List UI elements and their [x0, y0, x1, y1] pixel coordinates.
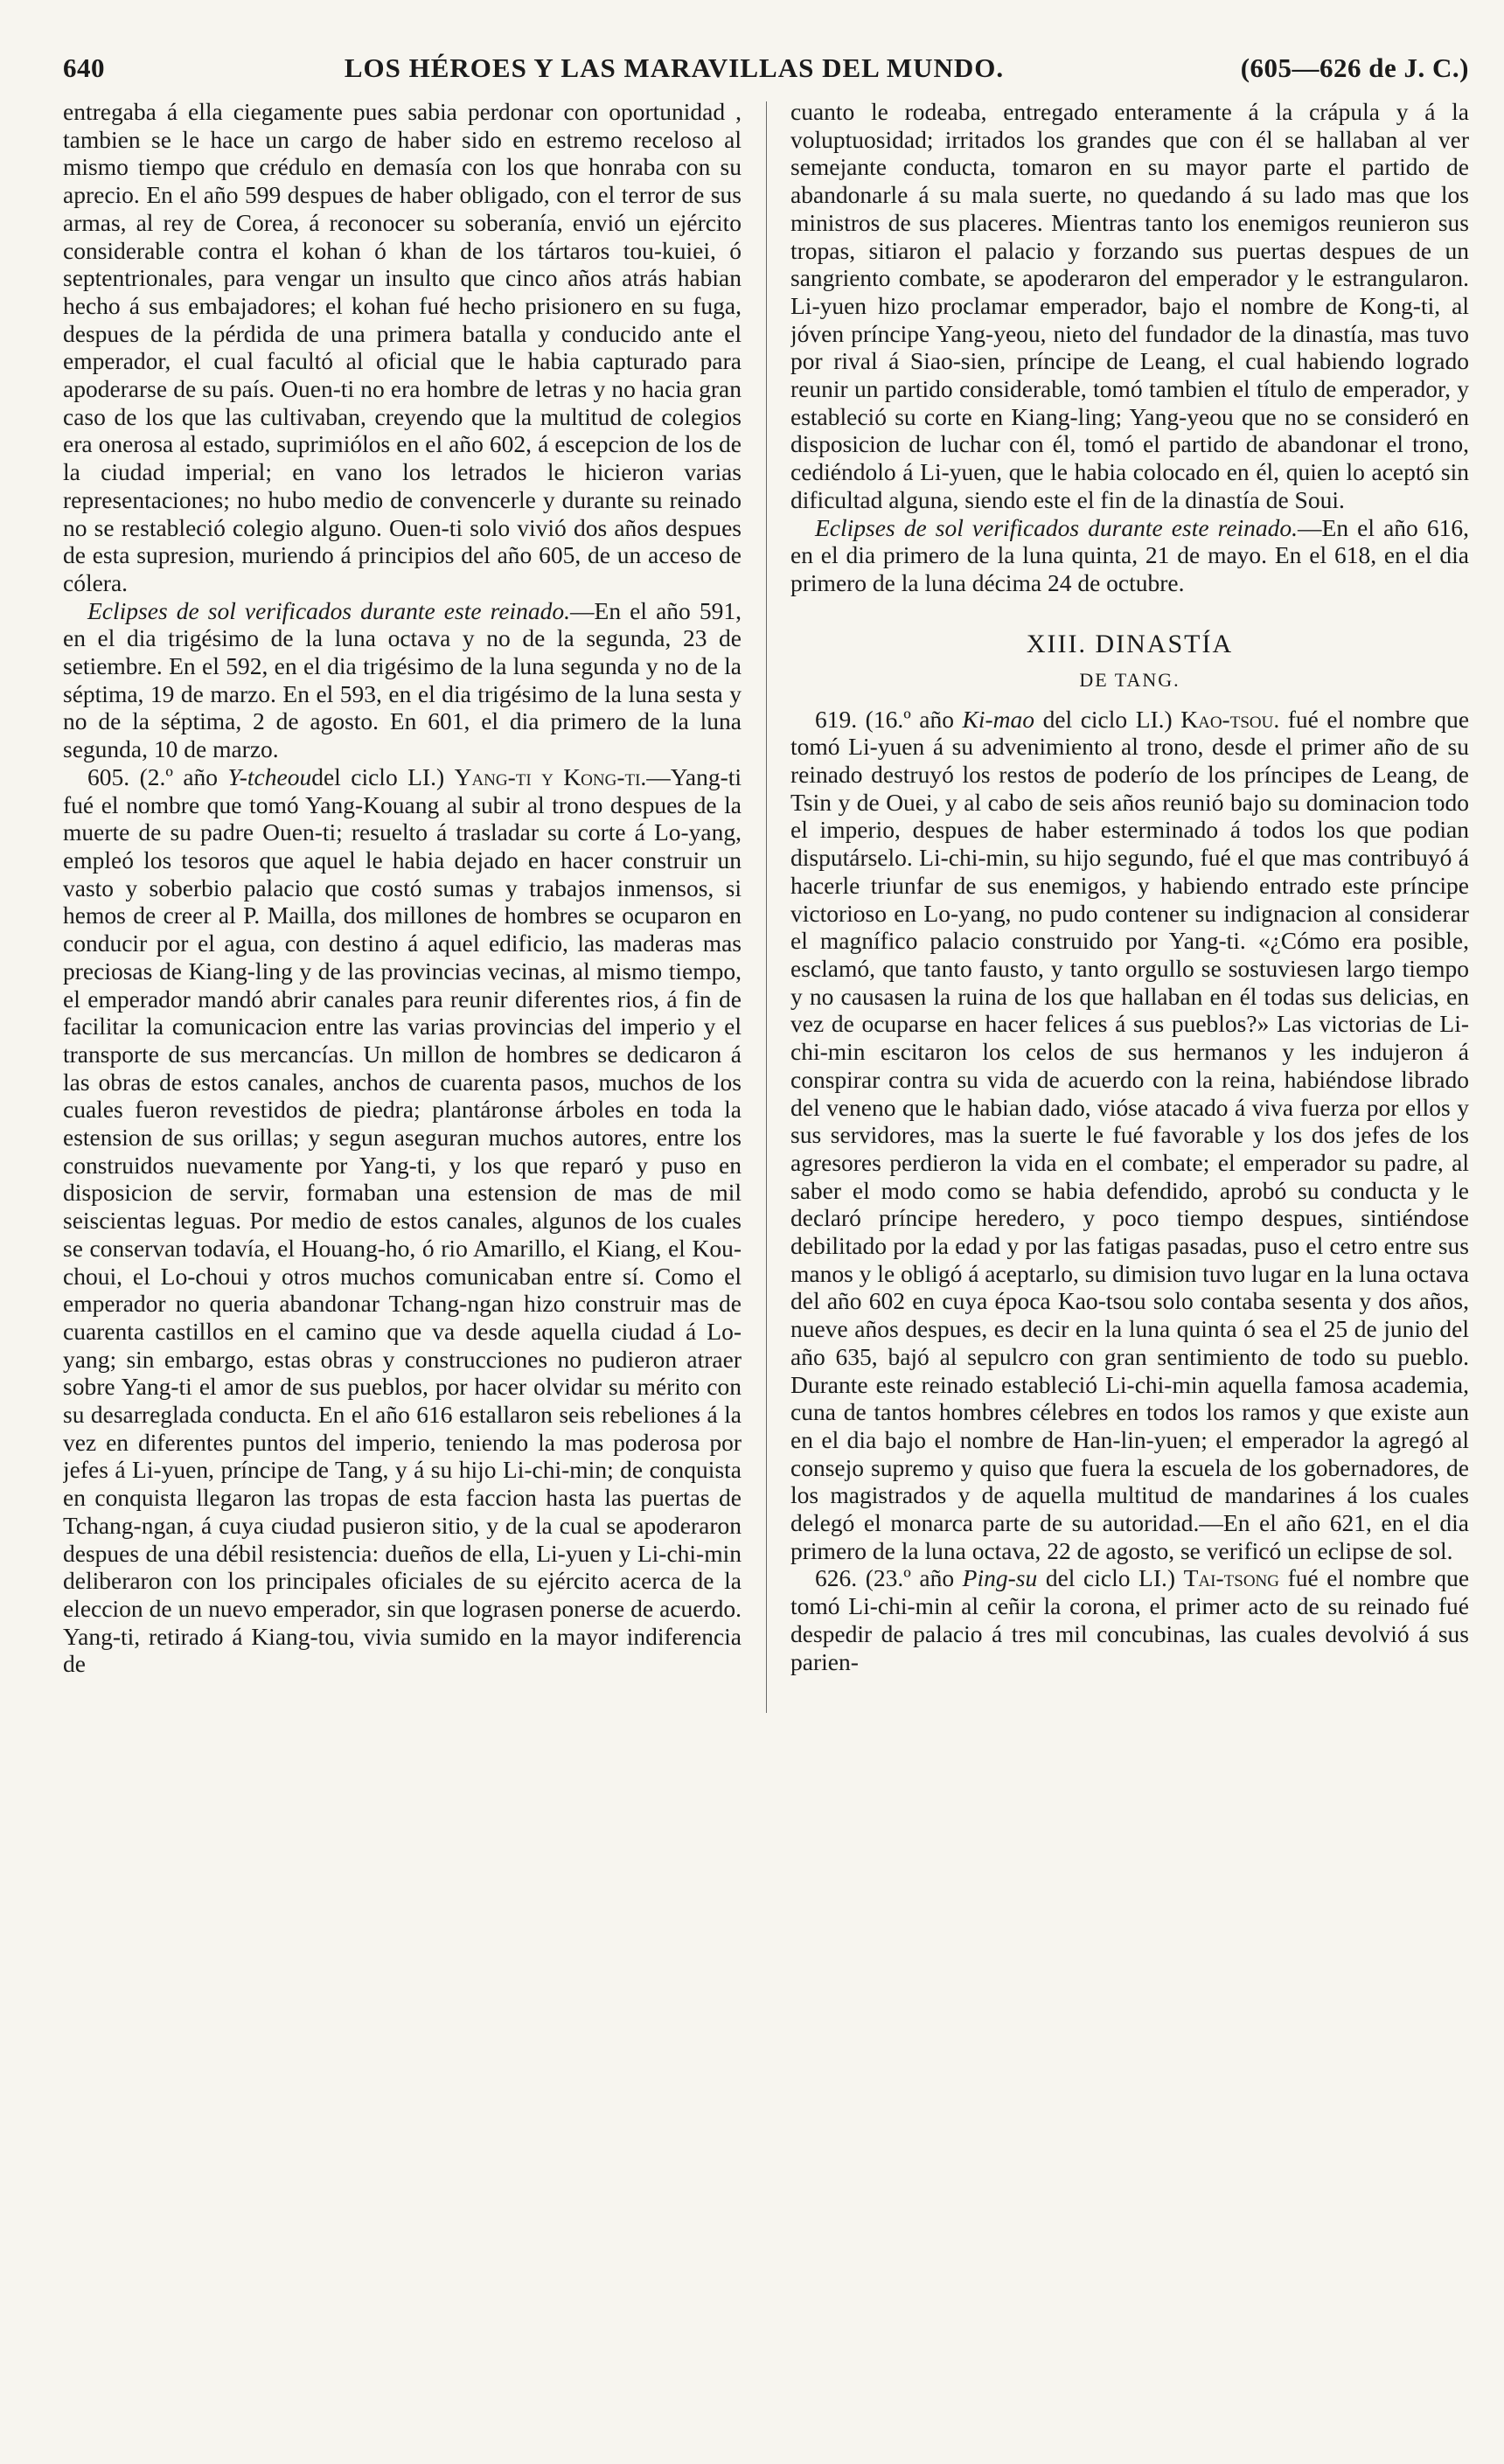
entry-619-cycle: del ciclo LI.) [1042, 705, 1173, 733]
entry-605-year: (2.º año [139, 762, 219, 790]
entry-626-cycle-name: Ping-su [962, 1564, 1038, 1592]
right-column [790, 98, 1469, 1678]
entry-605-cycle-name: Y-tcheou [227, 762, 312, 790]
left-entry-605 [63, 763, 742, 1678]
running-title: LOS HÉROES Y LAS MARAVILLAS DEL MUNDO. [344, 52, 1005, 83]
entry-605-names: Yang-ti y Kong-ti. [454, 762, 647, 790]
right-entry-626 [790, 1564, 1469, 1675]
entry-605-number: 605. [87, 762, 130, 790]
two-column-body [63, 98, 1469, 1678]
entry-605-cycle: del ciclo LI.) [311, 762, 445, 790]
dynasty-subtitle: DE TANG. [1079, 668, 1180, 691]
right-paragraph-3: fué el nombre que tomó Li-yuen á su advenimiento al trono, desde el primer año de su reinado destruyó los restos de poderío de los príncipes de Leang, de Tsin y de Ouei, y al cabo de seis años reunió bajo su dominacion todo el imperio, despues de haber esterminado á todos los que podian disputárselo. Li-chi-min, su hijo segundo, fué el que mas contribuyó á hacerle triunfar de sus enemigos, y habiendo entrado este príncipe victorioso en Lo-yang, no pudo contener su indignacion al considerar el magnífico palacio construido por Yang-ti. «¿Cómo era posible, esclamó, que tanto fausto, y tanto orgullo se sostuviesen largo tiempo y no causasen la ruina de los que hallaban en él todas sus delicias, en vez de ocuparse en hacer felices á sus pueblos?» Las victorias de Li-chi-min escitaron los celos de sus hermanos y les indujeron á conspirar contra su vida de acuerdo con la reina, habiéndose librado del veneno que le habian dado, vióse atacado á viva fuerza por ellos y sus servidores, mas la suerte le fué favorable y los dos jefes de los agresores perdieron la vida en el combate; el emperador su padre, al saber el modo como se habia defendido, aprobó su conducta y le declaró príncipe heredero, y poco tiempo despues, sintiéndose debilitado por la edad y por las fatigas pasadas, puso el cetro entre sus manos y le obligó á aceptarlo, su dimision tuvo lugar en la luna octava del año 602 en cuya época Kao-tsou solo contaba sesenta y dos años, nueve años despues, es decir en la luna quinta ó sea el 25 de junio del año 635, bajó al sepulcro con gran sentimiento de todo su pueblo. Durante este reinado estableció Li-chi-min aquella famosa academia, cuna de tantos hombres célebres en todos los ramos y que existe aun en el dia bajo el nombre de Han-lin-yuen; el emperador la agregó al consejo supremo y quiso que fuera la escuela de los gobernadores, de los magistrados y de aquella multitud de mandarines á los cuales delegó el monarca parte de su autoridad.—En el año 621, en el dia primero de la luna octava, 22 de agosto, se verificó un eclipse de sol. [790, 705, 1469, 1564]
right-paragraph-4: fué el nombre que tomó Li-chi-min al ceñir la corona, el primer acto de su reinado fué despedir de palacio á tres mil concubinas, las cuales devolvió á sus parien- [790, 1564, 1469, 1675]
left-paragraph-1: entregaba á ella ciegamente pues sabia perdonar con oportunidad , tambien se le hace un cargo de haber sido en estremo receloso al mismo tiempo que crédulo en demasía con los que honraba con su aprecio. En el año 599 despues de haber obligado, con el terror de sus armas, al rey de Corea, á reconocer su soberanía, envió un ejército considerable contra el kohan ó khan de los tártaros tou-kuiei, ó septentrionales, para vengar un insulto que cinco años atrás habian hecho á sus embajadores; el kohan fué hecho prisionero en su fuga, despues de la pérdida de una primera batalla y conducido ante el emperador, el cual facultó al oficial que le habia capturado para apoderarse de su país. Ouen-ti no era hombre de letras y no hacia gran caso de los que las cultivaban, creyendo que la multitud de colegios era onerosa al estado, suprimiólos en el año 602, á escepcion de los de la ciudad imperial; en vano los letrados le hicieron varias representaciones; no hubo medio de convencerle y durante su reinado no se restableció colegio alguno. Ouen-ti solo vivió dos años despues de esta supresion, muriendo á principios del año 605, de un acceso de cólera. [63, 98, 742, 596]
entry-626-cycle: del ciclo LI.) [1045, 1564, 1176, 1592]
right-eclipses-text: —En el año 616, en el dia primero de la luna quinta, 21 de mayo. En el 618, en el dia primero de la luna décima 24 de octubre. [790, 513, 1469, 596]
page-number: 640 [63, 52, 105, 83]
right-paragraph-1: cuanto le rodeaba, entregado enteramente á la crápula y á la voluptuosidad; irritados los grandes que con él se hallaban al ver semejante conducta, tomaron en su mayor parte el partido de abandonarle á su mala suerte, no quedando á su lado mas que los ministros de sus placeres. Mientras tanto los enemigos reunieron sus tropas, sitiaron el palacio y forzando sus puertas despues de un sangriento combate, se apoderaron del emperador y le estrangularon. Li-yuen hizo proclamar emperador, bajo el nombre de Kong-ti, al jóven príncipe Yang-yeou, nieto del fundador de la dinastía, mas tuvo por rival á Siao-sien, príncipe de Leang, el cual habiendo logrado reunir un partido considerable, tomó tambien el título de emperador, y estableció su corte en Kiang-ling; Yang-yeou que no se consideró en disposicion de luchar con él, tomó el partido de abandonar el trono, cediéndolo á Li-yuen, que le habia colocado en él, quien lo aceptó sin dificultad alguna, siendo este el fin de la dinastía de Soui. [790, 98, 1469, 513]
left-column [63, 98, 742, 1678]
left-eclipses-text: —En el año 591, en el dia trigésimo de la luna octava y no de la segunda, 23 de setiembre. En el 592, en el dia trigésimo de la luna segunda y no de la séptima, 19 de marzo. En el 593, en el dia trigésimo de la luna sesta y no de la séptima, 2 de agosto. En 601, el dia primero de la luna segunda, 10 de marzo. [63, 596, 742, 763]
entry-619-year: (16.º año [865, 705, 954, 733]
dynasty-title: XIII. DINASTÍA [1026, 629, 1234, 658]
right-eclipses-paragraph [790, 514, 1469, 597]
left-eclipses-paragraph [63, 597, 742, 763]
entry-626-year: (23.º año [865, 1564, 955, 1592]
entry-619-cycle-name: Ki-mao [962, 705, 1035, 733]
running-head [63, 47, 1469, 89]
date-range: (605—626 de J. C.) [1240, 52, 1469, 83]
right-eclipses-label: Eclipses de sol verificados durante este reinado. [815, 513, 1299, 541]
left-paragraph-3: —Yang-ti fué el nombre que tomó Yang-Kouang al subir al trono despues de la muerte de su padre Ouen-ti; resuelto á trasladar su corte á Lo-yang, empleó los tesoros que aquel le habia dejado en hacer construir un vasto y soberbio palacio que costó sumas y trabajos inmensos, si hemos de creer al P. Mailla, dos millones de hombres se ocuparon en conducir por el agua, con destino á aquel edificio, las maderas mas preciosas de Kiang-ling y de las provincias vecinas, al mismo tiempo, el emperador mandó abrir canales para reunir diferentes rios, á fin de facilitar la comunicacion entre las varias provincias del imperio y el transporte de sus mercancías. Un millon de hombres se dedicaron á las obras de estos canales, anchos de cuarenta pasos, muchos de los cuales fueron revestidos de piedra; plantáronse árboles en toda la estension de sus orillas; y segun aseguran muchos autores, entre los construidos nuevamente por Yang-ti, y los que reparó y puso en disposicion de servir, formaban una estension de mas de mil seiscientas leguas. Por medio de estos canales, algunos de los cuales se conservan todavía, el Houang-ho, ó rio Amarillo, el Kiang, el Kou-choui, el Lo-choui y otros muchos comunicaban entre sí. Como el emperador no queria abandonar Tchang-ngan hizo construir mas de cuarenta castillos en el camino que va desde aquella ciudad á Lo-yang; sin embargo, estas obras y construcciones no pudieron atraer sobre Yang-ti el amor de sus pueblos, por hacer olvidar su mérito con su desarreglada conducta. En el año 616 estallaron seis rebeliones á la vez en diferentes puntos del imperio, teniendo la mas poderosa por jefes á Li-yuen, príncipe de Tang, y á su hijo Li-chi-min; de conquista en conquista llegaron las tropas de esta faccion hasta las puertas de Tchang-ngan, á cuya ciudad pusieron sitio, y de la cual se apoderaron despues de una débil resistencia: dueños de ella, Li-yuen y Li-chi-min deliberaron con los principales oficiales de su ejército acerca de la eleccion de un nuevo emperador, sin que lograsen ponerse de acuerdo. Yang-ti, retirado á Kiang-tou, vivia sumido en la mayor indiferencia de [63, 762, 742, 1678]
entry-626-number: 626. [815, 1564, 858, 1592]
entry-619-name: Kao-tsou. [1180, 705, 1280, 733]
left-eclipses-label: Eclipses de sol verificados durante este reinado. [87, 596, 571, 624]
entry-619-number: 619. [815, 705, 858, 733]
entry-626-name: Tai-tsong [1183, 1564, 1279, 1592]
right-entry-619 [790, 706, 1469, 1565]
